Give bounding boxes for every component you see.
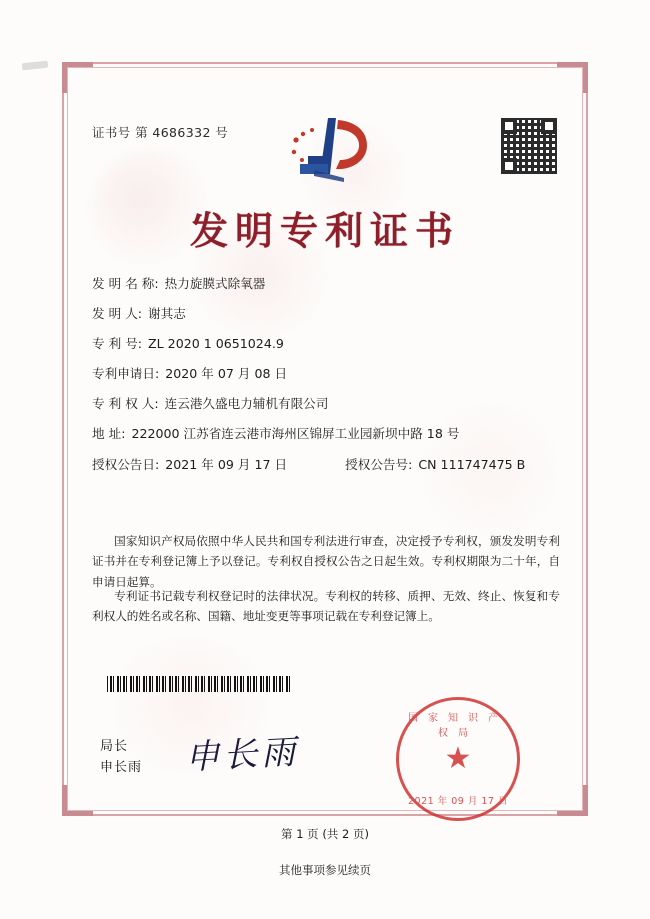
director-signature-block [100,736,142,779]
legal-paragraph-2 [92,586,560,627]
handwritten-signature: 申长雨 [184,732,301,778]
page-smudge [22,61,49,71]
field-value: 2020 年 07 月 08 日 [165,366,288,382]
grant-number-value: CN 111747475 B [418,456,526,472]
field-grant-row [92,456,562,472]
field-value: 222000 江苏省连云港市海州区锦屏工业园新坝中路 18 号 [131,426,460,442]
field-value: ZL 2020 1 0651024.9 [148,336,284,352]
field-address [92,428,562,441]
field-list [92,278,562,489]
field-label: 专利申请日: [92,366,160,382]
border-corner-top-left [62,62,93,93]
seal-date: 2021 年 09 月 17 日 [408,796,508,807]
field-value: 连云港久盛电力辅机有限公司 [164,396,329,412]
official-seal [396,697,520,821]
field-patent-number [92,338,562,351]
field-label: 地 址: [92,426,126,442]
field-label: 发 明 人: [92,306,143,322]
field-value: 热力旋膜式除氧器 [164,276,266,291]
page-title: 发明专利证书 [189,209,460,253]
cnipa-logo-icon [270,112,380,192]
field-label: 专 利 号: [92,336,143,352]
certificate-number: 证书号 第 4686332 号 [92,125,229,140]
grant-date-label: 授权公告日: [92,456,160,472]
border-corner-bottom-left [62,785,93,816]
star-icon: ★ [444,741,472,776]
field-invention-title [92,278,562,291]
paragraph-text: 专利证书记载专利权登记时的法律状况。专利权的转移、质押、无效、终止、恢复和专利权人的姓名或名称、国籍、地址变更等事项记载在专利登记簿上。 [92,589,560,624]
qr-code-icon [501,118,557,174]
field-patentee [92,398,562,411]
barcode-icon [107,676,292,692]
grant-number-label: 授权公告号: [345,456,413,472]
field-inventor [92,308,562,321]
page-number: 第 1 页 (共 2 页) [281,827,369,841]
border-corner-bottom-right [557,785,588,816]
director-label: 局长 [100,739,129,754]
director-name: 申长雨 [100,760,143,776]
field-label: 专 利 权 人: [92,396,159,412]
footer-note: 其他事项参见续页 [279,863,371,877]
border-corner-top-right [557,62,588,93]
grant-date-value: 2021 年 09 月 17 日 [165,456,288,472]
field-application-date [92,368,562,381]
field-value: 谢其志 [148,306,186,322]
paragraph-text: 国家知识产权局依照中华人民共和国专利法进行审查，决定授予专利权，颁发发明专利证书并在专利登记簿上予以登记。专利权自授权公告之日起生效。专利权期限为二十年，自申请日起算。 [92,534,560,589]
legal-paragraph-1 [92,531,560,592]
seal-arc-text: 国家知识产权局 [408,713,508,739]
field-label: 发 明 名 称: [92,276,159,291]
